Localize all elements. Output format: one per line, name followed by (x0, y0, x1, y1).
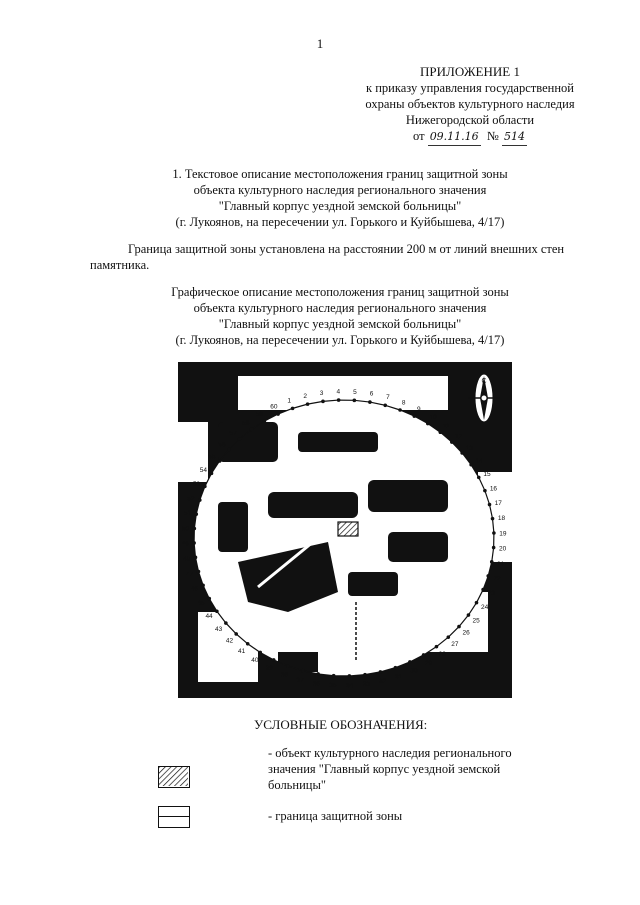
boundary-point (348, 674, 352, 678)
boundary-point (192, 541, 196, 545)
boundary-point (332, 674, 336, 678)
boundary-point (491, 517, 495, 521)
boundary-point-label: 25 (472, 617, 480, 625)
boundary-point-label: 20 (499, 545, 507, 553)
boundary-point (467, 613, 471, 617)
boundary-point (353, 399, 357, 403)
boundary-point-label: 32 (379, 678, 387, 686)
boundary-point-label: 12 (454, 433, 463, 441)
text-section-title (90, 166, 590, 230)
boundary-point-label: 52 (187, 495, 195, 503)
boundary-point (218, 459, 222, 463)
boundary-point-label: 59 (255, 411, 263, 419)
boundary-point (258, 651, 262, 655)
boundary-point-label: 11 (442, 423, 450, 431)
number-prefix: № (486, 129, 499, 143)
appendix-header (320, 64, 620, 146)
boundary-point-label: 48 (182, 555, 191, 563)
boundary-point (398, 408, 402, 412)
boundary-point-label: 7 (386, 394, 390, 402)
boundary-point (475, 601, 479, 605)
boundary-point-label: 29 (425, 659, 433, 667)
boundary-point-label: 53 (192, 480, 201, 488)
handwritten-number: 514 (502, 129, 527, 146)
boundary-point (207, 597, 211, 601)
boundary-point-label: 49 (181, 540, 189, 548)
title-line: "Главный корпус уездной земской больницы" (218, 199, 462, 213)
boundary-point (194, 512, 198, 516)
boundary-point-label: 19 (499, 530, 507, 538)
boundary-point-label: 60 (270, 403, 278, 411)
handwritten-date: 09.11.16 (428, 129, 481, 146)
boundary-point-label: 17 (494, 499, 502, 507)
boundary-point (201, 584, 205, 588)
boundary-point (246, 642, 250, 646)
legend-hatch-swatch (158, 766, 190, 788)
title-line: Графическое описание местоположения границ защитной зоны (171, 285, 509, 299)
boundary-point-label: 31 (395, 673, 403, 681)
paragraph-line: Граница защитной зоны установлена на расстоянии 200 м от линий внешних стен (128, 242, 565, 256)
date-prefix: от (413, 129, 425, 143)
boundary-point-label: 43 (214, 625, 223, 633)
boundary-point-label: 44 (205, 613, 213, 621)
boundary-point (234, 632, 238, 636)
boundary-point (483, 489, 487, 493)
boundary-point-label: 8 (401, 399, 406, 407)
boundary-point-label: 58 (242, 419, 250, 427)
boundary-point (486, 574, 490, 578)
boundary-point (194, 556, 198, 560)
boundary-point-label: 38 (280, 671, 288, 679)
boundary-point (215, 609, 219, 613)
boundary-point (203, 485, 207, 489)
boundary-point-label: 57 (229, 430, 237, 438)
boundary-point-label: 39 (265, 665, 273, 673)
boundary-point (469, 463, 473, 467)
legend-boundary-swatch (158, 806, 190, 828)
boundary-point (337, 398, 341, 402)
boundary-point (460, 451, 464, 455)
boundary-point (488, 503, 492, 507)
boundary-point (477, 476, 481, 480)
boundary-paragraph (90, 241, 596, 273)
boundary-point (363, 673, 367, 677)
boundary-point (422, 653, 426, 657)
appendix-line: Нижегородской области (405, 113, 535, 127)
order-date-number (320, 128, 620, 146)
boundary-point-label: 5 (353, 388, 357, 396)
boundary-point (383, 404, 387, 408)
boundary-point-label: 42 (225, 637, 234, 645)
boundary-point (276, 412, 280, 416)
boundary-point (227, 448, 231, 452)
boundary-point-label: 41 (238, 647, 246, 655)
boundary-point (450, 440, 454, 444)
boundary-point-label: 36 (312, 680, 321, 688)
heritage-object-marker (338, 522, 358, 536)
boundary-point-label: 13 (465, 445, 474, 453)
boundary-point (301, 669, 305, 673)
boundary-point (446, 635, 450, 639)
boundary-point (197, 570, 201, 574)
boundary-point (492, 546, 496, 550)
boundary-point-label: 21 (497, 560, 505, 568)
protection-zone-map (178, 362, 512, 698)
boundary-point-label: 16 (489, 485, 498, 493)
title-line: (г. Лукоянов, на пересечении ул. Горького и Куйбышева, 4/17) (175, 333, 505, 347)
page-number: 1 (316, 36, 324, 51)
legend-text: - объект культурного наследия регионального (268, 746, 512, 760)
boundary-point (272, 658, 276, 662)
boundary-point-label: 3 (319, 389, 324, 397)
boundary-point-label: 35 (329, 682, 337, 690)
boundary-point-label: 33 (362, 681, 370, 689)
boundary-point-label: 9 (416, 405, 421, 413)
boundary-point-label: 30 (410, 667, 418, 675)
boundary-point (439, 430, 443, 434)
boundary-point (457, 625, 461, 629)
boundary-point (394, 666, 398, 670)
boundary-point (306, 402, 310, 406)
boundary-point-label: 28 (438, 651, 446, 659)
appendix-line: охраны объектов культурного наследия (365, 97, 575, 111)
legend-text: больницы" (268, 778, 326, 792)
boundary-point (238, 437, 242, 441)
boundary-point (224, 621, 228, 625)
boundary-point (435, 645, 439, 649)
title-line: "Главный корпус уездной земской больницы" (218, 317, 462, 331)
boundary-point (193, 527, 197, 531)
graphic-section-title (90, 284, 590, 348)
appendix-line: к приказу управления государственной (366, 81, 574, 95)
boundary-point (286, 664, 290, 668)
boundary-point-label: 10 (429, 413, 437, 421)
title-line: (г. Лукоянов, на пересечении ул. Горького и Куйбышева, 4/17) (175, 215, 505, 229)
boundary-point-label: 34 (346, 682, 354, 690)
title-line: объекта культурного наследия регионального значения (193, 301, 487, 315)
boundary-point (291, 407, 295, 411)
boundary-point (379, 670, 383, 674)
boundary-point (263, 419, 267, 423)
boundary-point-label: 56 (218, 441, 226, 449)
title-line: объекта культурного наследия регионального значения (193, 183, 487, 197)
title-line: 1. Текстовое описание местоположения границ защитной зоны (172, 167, 508, 181)
boundary-point (426, 422, 430, 426)
boundary-point-label: 1 (287, 397, 292, 405)
boundary-point-label: 27 (451, 640, 459, 648)
legend-item-heritage (268, 745, 558, 793)
boundary-point-label: 40 (251, 657, 259, 665)
boundary-point (321, 400, 325, 404)
boundary-point (412, 414, 416, 418)
appendix-heading: ПРИЛОЖЕНИЕ 1 (420, 64, 520, 79)
boundary-point-label: 50 (181, 525, 189, 533)
compass-letter: С (481, 378, 487, 385)
boundary-point (481, 588, 485, 592)
boundary-point-label: 24 (480, 604, 489, 612)
boundary-point (368, 400, 372, 404)
legend-title: УСЛОВНЫЕ ОБОЗНАЧЕНИЯ: (254, 717, 428, 732)
boundary-point-label: 22 (493, 575, 501, 583)
boundary-point-label: 47 (186, 571, 194, 579)
boundary-point-label: 54 (199, 466, 208, 474)
boundary-point (316, 672, 320, 676)
boundary-point-label: 46 (190, 585, 199, 593)
boundary-point-label: 45 (197, 599, 205, 607)
boundary-point-label: 15 (483, 471, 491, 479)
boundary-point-label: 2 (303, 392, 308, 400)
boundary-point (490, 560, 494, 564)
boundary-point-label: 6 (369, 390, 374, 398)
boundary-point-label: 26 (462, 629, 470, 637)
boundary-point (250, 428, 254, 432)
boundary-point-label: 51 (183, 510, 191, 518)
boundary-point-label: 37 (296, 676, 304, 684)
legend-item-boundary: - граница защитной зоны (268, 809, 403, 823)
boundary-point-label: 18 (497, 515, 506, 523)
boundary-point (492, 531, 496, 535)
boundary-point (198, 498, 202, 502)
legend-text: значения "Главный корпус уездной земской (268, 762, 501, 776)
paragraph-line: памятника. (90, 258, 150, 272)
boundary-point (408, 660, 412, 664)
boundary-point (210, 472, 214, 476)
boundary-point-label: 14 (475, 457, 483, 465)
boundary-point-label: 55 (208, 453, 216, 461)
boundary-point-label: 23 (487, 590, 496, 598)
boundary-point-label: 4 (336, 388, 341, 396)
map-image (178, 362, 512, 698)
